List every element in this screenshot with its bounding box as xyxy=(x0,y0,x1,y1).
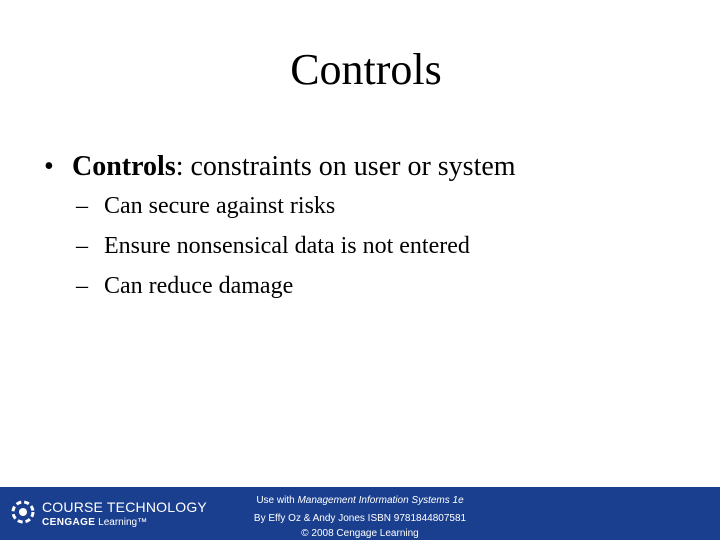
dash-icon: – xyxy=(76,193,88,219)
course-technology-logo xyxy=(10,495,207,533)
logo-learning: Learning™ xyxy=(95,517,148,528)
copyright-notice: © 2008 Cengage Learning xyxy=(301,528,419,539)
logo-mark-icon xyxy=(10,499,36,525)
dash-icon: – xyxy=(76,233,88,259)
logo-cengage: CENGAGE xyxy=(42,517,96,528)
bullet-item xyxy=(44,150,704,184)
bullet-list xyxy=(44,150,704,312)
sub-bullet-item xyxy=(76,272,704,300)
footer-credits xyxy=(225,491,495,541)
credit-line xyxy=(225,491,495,511)
sub-bullet-text: Can reduce damage xyxy=(104,273,294,299)
logo-line1: COURSE TECHNOLOGY xyxy=(42,499,207,515)
bullet-dot-icon: • xyxy=(44,151,54,182)
credit-authors: By Effy Oz & Andy Jones ISBN 9781844807581 xyxy=(253,513,467,524)
logo-line2 xyxy=(42,517,147,528)
bullet-description: : constraints on user or system xyxy=(175,151,516,182)
bullet-text xyxy=(72,150,516,184)
sub-bullet-text: Can secure against risks xyxy=(104,193,336,219)
bullet-term: Controls xyxy=(72,151,176,182)
dash-icon: – xyxy=(76,273,88,299)
footer-bar xyxy=(0,487,720,540)
sub-bullet-item xyxy=(76,192,704,220)
sub-bullet-list xyxy=(76,192,704,300)
slide-title: Controls xyxy=(290,45,442,94)
credit-prefix: Use with xyxy=(256,495,298,506)
book-title: Management Information Systems 1e xyxy=(297,495,464,506)
sub-bullet-item xyxy=(76,232,704,260)
sub-bullet-text: Ensure nonsensical data is not entered xyxy=(104,233,470,259)
